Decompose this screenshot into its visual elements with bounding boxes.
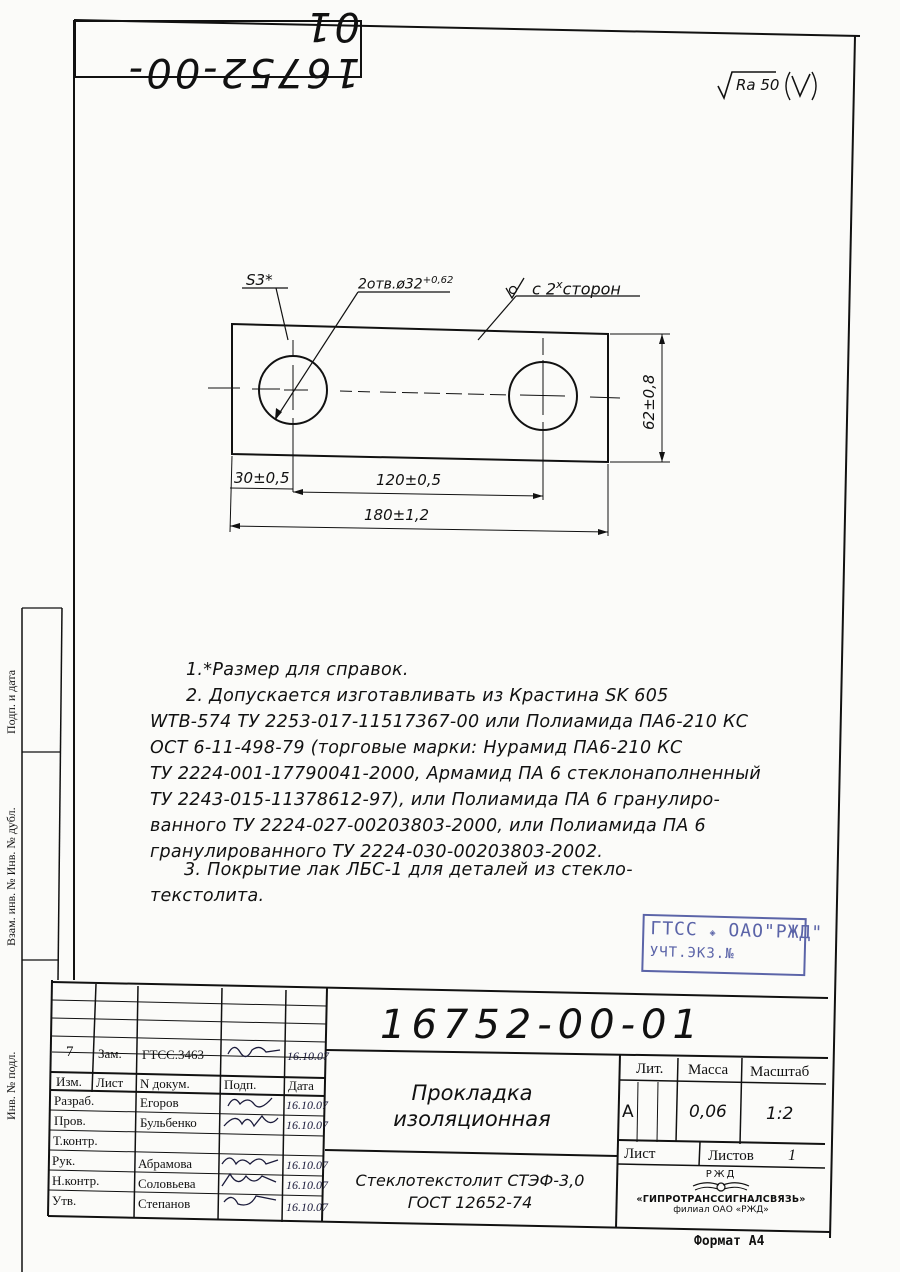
dim-s3: S3* [246,271,273,289]
side-label-inv-podl: Инв. № подл. [4,1051,18,1120]
note-line-4: ОСТ 6-11-498-79 (торговые марки: Нурамид ПА6-210 КС [150,738,683,758]
role-1-date: 16.10.07 [286,1118,328,1132]
roughness-value: Ra 50 [736,76,780,94]
role-4: Н.контр. [52,1173,100,1188]
title-design-number: 16752-00-01 [380,1002,704,1048]
role-3-name: Абрамова [138,1156,193,1171]
lit-header: Лит. [636,1061,664,1077]
note-line-3: WTB-574 ТУ 2253-017-11517367-00 или Полиамида ПА6-210 КС [150,712,749,732]
org-name: «ГИПРОТРАНССИГНАЛСВЯЗЬ» [636,1194,806,1205]
role-0: Разраб. [54,1093,95,1108]
plate-outline [232,324,608,462]
sheet-label: Лист [624,1146,656,1162]
sheets-label: Листов [708,1148,754,1164]
part-drawing [180,260,700,540]
role-1-signature [222,1110,282,1136]
dim-180: 180±1,2 [364,506,430,524]
organization-block [618,1168,824,1226]
role-5-signature [220,1190,280,1216]
mass-header: Масса [688,1062,729,1078]
scale-value: 1:2 [766,1104,794,1124]
drawing-number-rotated: 16752-00-01 [125,3,360,95]
dim-holes: $2отв.ø32^{+0,62}$ [358,275,454,293]
rzd-wings-icon [691,1180,751,1194]
note-line-10: текстолита. [150,886,265,906]
hdr-doc: N докум. [140,1076,190,1091]
role-5: Утв. [52,1193,77,1208]
dim-both-sides: с $2^хсторон$ [532,278,621,299]
rev-num: 7 [66,1044,74,1060]
drawing-number-stamp [74,3,362,95]
note-line-2: 2. Допускается изготавливать из Крастина SK 605 [186,686,669,706]
title-part-name: Прокладка изоляционная [393,1081,551,1131]
role-4-date: 16.10.07 [286,1178,328,1192]
lit-value: А [622,1102,634,1122]
role-0-date: 16.10.07 [286,1098,328,1112]
title-material: Стеклотекстолит СТЭФ-3,0 ГОСТ 12652-74 [355,1171,585,1212]
hdr-list: Лист [96,1075,124,1090]
role-2: Т.контр. [53,1133,98,1148]
scale-header: Масштаб [750,1064,810,1080]
org-branch: филиал ОАО «РЖД» [673,1205,769,1215]
note-line-1: 1.*Размер для справок. [186,660,409,680]
role-4-name: Соловьева [138,1176,196,1191]
note-line-9: 3. Покрытие лак ЛБС-1 для деталей из стекло- [184,860,633,880]
rev-date: 16.10.07 [287,1049,329,1063]
role-0-name: Егоров [140,1095,179,1110]
role-3-date: 16.10.07 [286,1158,328,1172]
mass-value: 0,06 [689,1102,727,1122]
dim-120: 120±0,5 [376,471,442,489]
note-line-5: ТУ 2224-001-17790041-2000, Армамид ПА 6 стеклонаполненный [150,764,762,784]
hdr-podp: Подп. [224,1077,257,1092]
role-1: Пров. [54,1113,86,1128]
accounting-stamp: ГТСС ◈ ОАО"РЖД" УЧТ.ЭКЗ.№ [641,914,806,976]
note-line-7: ванного ТУ 2224-027-00203803-2000, или Полиамида ПА 6 [150,816,706,836]
role-5-name: Степанов [138,1196,191,1211]
role-5-date: 16.10.07 [286,1200,328,1214]
format-label: Формат А4 [694,1234,765,1249]
rev-zam: Зам. [98,1046,122,1061]
role-1-name: Бульбенко [140,1115,197,1130]
hdr-date: Дата [288,1078,314,1093]
roughness-symbol [716,70,820,102]
side-label-podp-data: Подп. и дата [4,669,18,734]
dim-62: 62±0,8 [640,374,658,430]
role-3: Рук. [52,1153,76,1168]
org-rzd-label: РЖД [705,1169,737,1180]
rev-signature [226,1042,282,1058]
sheets-value: 1 [788,1147,796,1164]
note-line-8: гранулированного ТУ 2224-030-00203803-2002. [150,842,604,862]
dim-30: 30±0,5 [234,469,290,487]
side-label-inv-dubl: Взам. инв. № Инв. № дубл. [4,807,18,946]
note-line-6: ТУ 2243-015-11378612-97), или Полиамида ПА 6 гранулиро- [150,790,721,810]
hdr-izm: Изм. [56,1074,82,1089]
rev-doc: ГТСС.3463 [142,1047,205,1062]
